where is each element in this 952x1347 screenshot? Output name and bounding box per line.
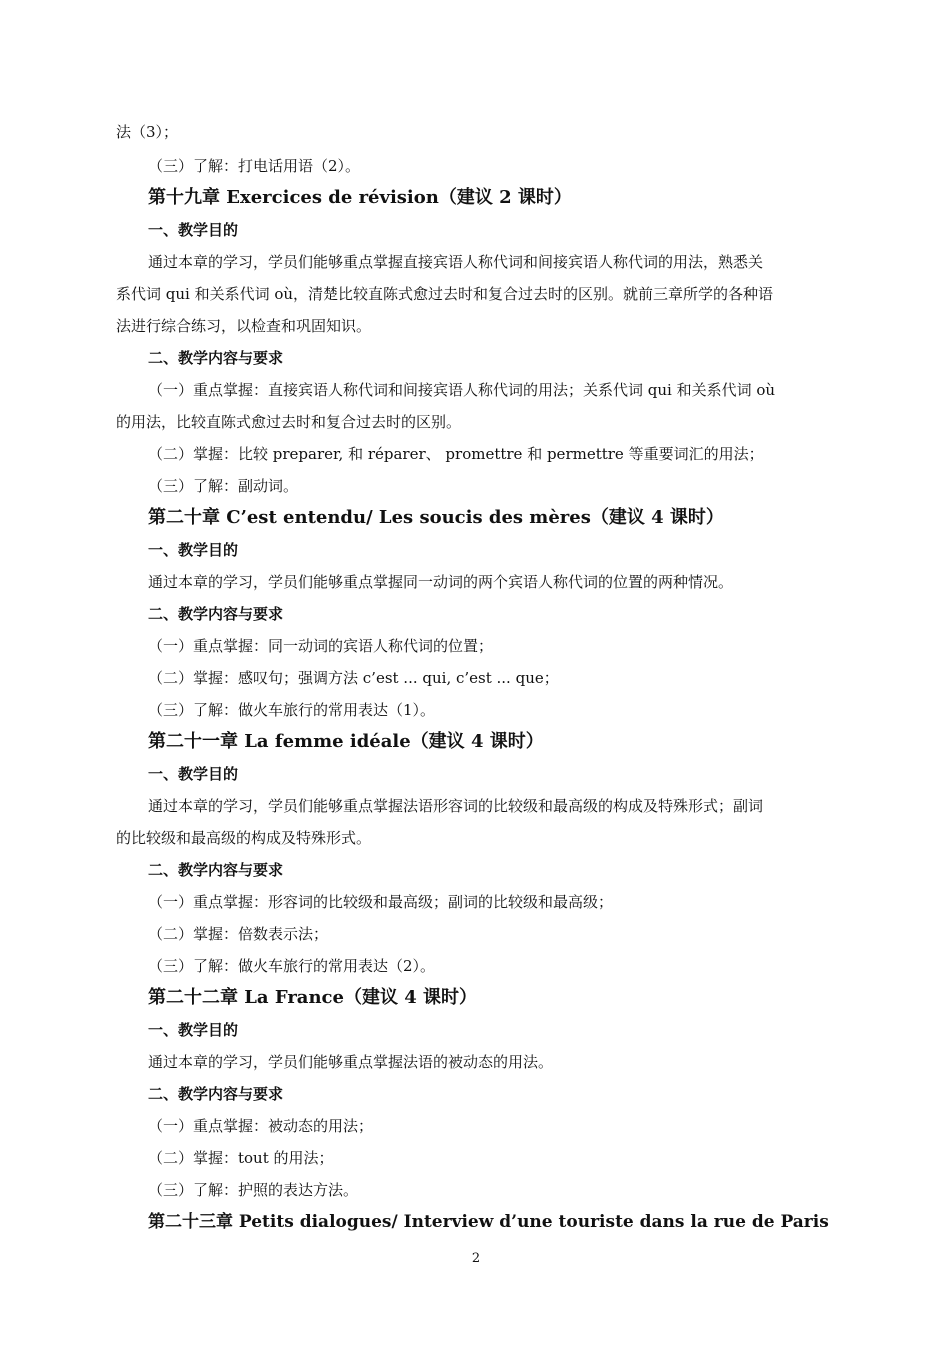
text-line: 系代词 qui 和关系代词 où，清楚比较直陈式愈过去时和复合过去时的区别。就前三章所学的各种语 (116, 285, 774, 303)
text-line: （二）掌握：比较 preparer, 和 réparer、 promettre 和 permettre 等重要词汇的用法； (148, 445, 764, 463)
text-line: 通过本章的学习，学员们能够重点掌握直接宾语人称代词和间接宾语人称代词的用法，熟悉关 (148, 253, 764, 271)
text-line: （一）重点掌握：直接宾语人称代词和间接宾语人称代词的用法；关系代词 qui 和关系代词 où (148, 381, 776, 399)
text-line: （三）了解：护照的表达方法。 (148, 1181, 359, 1199)
section-heading: 一、教学目的 (148, 221, 239, 239)
chapter-heading: 第二十一章 La femme idéale（建议 4 课时） (148, 731, 544, 752)
page-number: 2 (471, 1251, 481, 1266)
text-line: （二）掌握：感叹句；强调方法 c’est ... qui, c’est ... que； (148, 669, 559, 687)
text-line: （二）掌握：tout 的用法； (148, 1149, 334, 1167)
chapter-heading: 第二十三章 Petits dialogues/ Interview d’une touriste dans la rue de Paris (148, 1212, 829, 1232)
text-line: （二）掌握：倍数表示法； (148, 925, 329, 943)
text-line: （一）重点掌握：同一动词的宾语人称代词的位置； (148, 637, 494, 655)
section-heading: 一、教学目的 (148, 541, 239, 559)
text-line: 法进行综合练习，以检查和巩固知识。 (116, 317, 372, 335)
text-line: （三）了解：做火车旅行的常用表达（2）。 (148, 957, 436, 975)
text-line: （三）了解：打电话用语（2）。 (148, 157, 361, 175)
text-line: 通过本章的学习，学员们能够重点掌握法语形容词的比较级和最高级的构成及特殊形式；副词 (148, 797, 764, 815)
section-heading: 二、教学内容与要求 (148, 605, 284, 623)
text-line: （一）重点掌握：形容词的比较级和最高级；副词的比较级和最高级； (148, 893, 614, 911)
section-heading: 一、教学目的 (148, 765, 239, 783)
text-line: （一）重点掌握：被动态的用法； (148, 1117, 374, 1135)
text-line: 法（3）； (116, 123, 179, 141)
text-line: 通过本章的学习，学员们能够重点掌握法语的被动态的用法。 (148, 1053, 554, 1071)
text-line: （三）了解：副动词。 (148, 477, 299, 495)
text-line: （三）了解：做火车旅行的常用表达（1）。 (148, 701, 436, 719)
text-line: 的用法，比较直陈式愈过去时和复合过去时的区别。 (116, 413, 462, 431)
section-heading: 二、教学内容与要求 (148, 861, 284, 879)
chapter-heading: 第十九章 Exercices de révision（建议 2 课时） (148, 187, 572, 208)
text-line: 的比较级和最高级的构成及特殊形式。 (116, 829, 372, 847)
section-heading: 二、教学内容与要求 (148, 1085, 284, 1103)
chapter-heading: 第二十章 C’est entendu/ Les soucis des mères（建议 4 课时） (148, 507, 724, 528)
section-heading: 二、教学内容与要求 (148, 349, 284, 367)
section-heading: 一、教学目的 (148, 1021, 239, 1039)
chapter-heading: 第二十二章 La France（建议 4 课时） (148, 987, 478, 1008)
text-line: 通过本章的学习，学员们能够重点掌握同一动词的两个宾语人称代词的位置的两种情况。 (148, 573, 734, 591)
